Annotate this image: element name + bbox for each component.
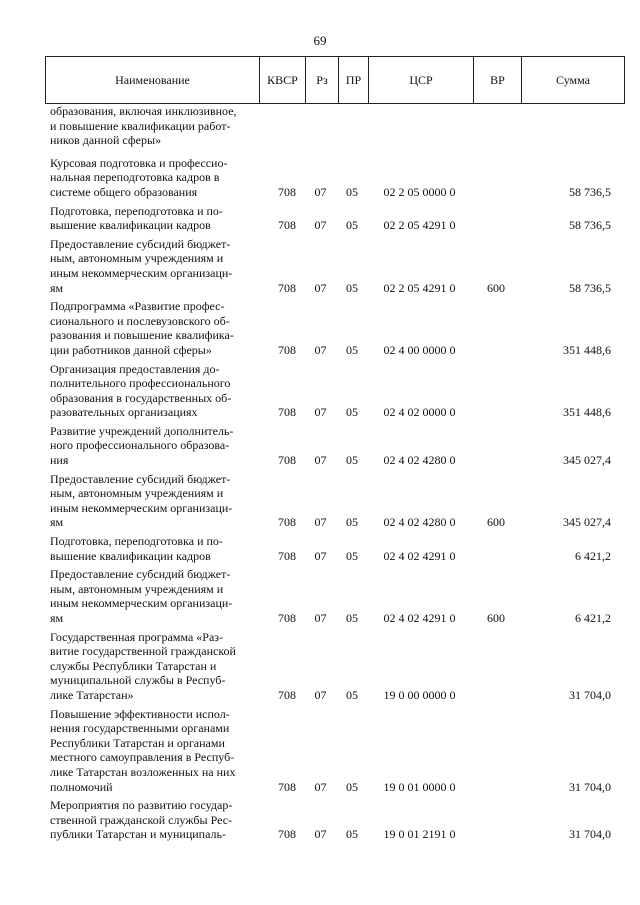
row-kvsr: 708 [278,342,296,357]
row-name-line: полномочий [50,779,113,794]
row-rz: 07 [314,827,327,842]
row-rz: 07 [314,453,327,468]
row-kvsr: 708 [278,218,296,233]
row-name-line: ного профессионального образова- [50,438,230,453]
row-kvsr: 708 [278,687,296,702]
row-kvsr: 708 [278,184,296,199]
table-row [45,630,625,703]
row-name-line: Республики Татарстан и органами [50,735,225,750]
row-name-line: вышение квалификации кадров [50,548,211,563]
row-name-line: ным, автономным учреждениям и [50,486,224,501]
row-rz: 07 [314,687,327,702]
row-name-line: разования и повышение квалифика- [50,328,234,343]
row-csr: 02 4 00 0000 0 [383,342,456,357]
row-name-line: иным некоммерческим организаци- [50,265,233,280]
row-kvsr: 708 [278,405,296,420]
header-rz: Рз [306,57,339,103]
row-name-line: вышение квалификации кадров [50,218,211,233]
row-csr: 19 0 01 2191 0 [383,827,456,842]
row-name-line: публики Татарстан и муниципаль- [50,827,226,842]
row-name-line: ям [50,515,64,530]
row-csr: 19 0 00 0000 0 [383,687,456,702]
row-sum: 31 704,0 [569,779,611,794]
table-row [45,534,625,563]
row-pr: 05 [346,280,358,295]
row-rz: 07 [314,342,327,357]
row-csr: 02 4 02 4280 0 [383,515,456,530]
row-csr: 02 4 02 0000 0 [383,405,456,420]
row-pr: 05 [346,827,358,842]
row-pr: 05 [346,611,358,625]
row-name-line: Подготовка, переподготовка и по- [50,534,223,549]
row-csr: 02 4 02 4280 0 [383,453,456,468]
row-name [45,104,258,148]
row-name [45,534,258,563]
table-body [45,104,625,846]
row-name [45,707,258,795]
row-name-line: образования, включая инклюзивное, [50,104,237,118]
row-pr: 05 [346,405,358,420]
row-kvsr: 708 [278,779,296,794]
row-name-line: Курсовая подготовка и профессио- [50,155,228,170]
row-name-line: службы Республики Татарстан и [50,658,217,673]
row-vr: 600 [487,515,505,530]
row-pr: 05 [346,515,358,530]
row-name [45,237,258,295]
row-kvsr: 708 [278,515,296,530]
row-name [45,424,258,468]
row-sum: 31 704,0 [569,827,611,842]
row-name [45,299,258,357]
row-name-line: Государственная программа «Раз- [50,629,224,644]
row-name-line: Предоставление субсидий бюджет- [50,236,231,251]
row-rz: 07 [314,405,327,420]
row-name-line: Развитие учреждений дополнитель- [50,423,234,438]
row-csr: 19 0 01 0000 0 [383,779,456,794]
row-name [45,630,258,703]
table-header [45,56,625,104]
row-name-line: нальная переподготовка кадров в [50,170,220,185]
table-row [45,424,625,468]
row-name-line: ям [50,280,64,295]
row-rz: 07 [314,218,327,233]
row-name-line: Предоставление субсидий бюджет- [50,567,231,582]
row-name-line: разовательных организациях [50,405,198,420]
table-row [45,204,625,233]
row-sum: 31 704,0 [569,687,611,702]
row-name-line: ции работников данной сферы» [50,342,212,357]
row-name [45,362,258,420]
page-number: 69 [313,33,327,48]
row-vr: 600 [487,611,505,625]
row-pr: 05 [346,453,358,468]
header-name: Наименование [46,57,260,103]
row-name [45,204,258,233]
row-csr: 02 2 05 4291 0 [383,218,456,233]
row-pr: 05 [346,218,358,233]
row-kvsr: 708 [278,548,296,563]
row-rz: 07 [314,548,327,563]
row-sum: 58 736,5 [569,280,611,295]
row-csr: 02 4 02 4291 0 [383,548,456,563]
row-name-line: Предоставление субсидий бюджет- [50,471,231,486]
row-sum: 351 448,6 [563,405,611,420]
row-name-line: лике Татарстан» [50,687,134,702]
row-name-line: ния [50,453,69,468]
row-sum: 6 421,2 [575,611,611,625]
row-name-line: нения государственными органами [50,721,230,736]
row-name-line: образования в государственных об- [50,390,232,405]
row-vr: 600 [487,280,505,295]
table-row [45,362,625,420]
row-sum: 58 736,5 [569,184,611,199]
table-row [45,299,625,357]
row-name [45,567,258,625]
row-pr: 05 [346,779,358,794]
row-rz: 07 [314,515,327,530]
row-pr: 05 [346,184,358,199]
row-kvsr: 708 [278,611,296,625]
row-pr: 05 [346,342,358,357]
row-name-line: и повышение квалификации работ- [50,118,231,133]
row-name-line: лике Татарстан возложенных на них [50,764,236,779]
row-name-line: Мероприятия по развитию государ- [50,798,233,813]
row-name-line: местного самоуправления в Респуб- [50,750,235,765]
row-name-line: Подпрограмма «Развитие профес- [50,299,225,314]
row-name-line: витие государственной гражданской [50,644,236,659]
row-csr: 02 2 05 0000 0 [383,184,456,199]
table-row [45,237,625,295]
row-name-line: ям [50,611,64,625]
table-row [45,707,625,795]
row-kvsr: 708 [278,453,296,468]
row-name [45,472,258,530]
row-name-line: ным, автономным учреждениям и [50,251,224,266]
row-name-line: ственной гражданской службы Рес- [50,812,233,827]
row-sum: 345 027,4 [563,453,611,468]
row-name-line: иным некоммерческим организаци- [50,500,233,515]
row-sum: 351 448,6 [563,342,611,357]
header-sum: Сумма [556,72,590,87]
table-row [45,156,625,200]
row-kvsr: 708 [278,280,296,295]
row-name-line: сионального и послевузовского об- [50,313,230,328]
row-rz: 07 [314,611,327,625]
row-rz: 07 [314,280,327,295]
row-name-line: Повышение эффективности испол- [50,706,230,721]
row-name-line: системе общего образования [50,184,198,199]
header-kvsr: КВСР [260,57,306,103]
row-pr: 05 [346,687,358,702]
header-pr: ПР [339,57,369,103]
row-name-line: ным, автономным учреждениям и [50,581,224,596]
row-rz: 07 [314,184,327,199]
table-row [45,104,625,148]
header-csr: ЦСР [369,57,474,103]
header-vr: ВР [474,57,522,103]
table-row [45,567,625,625]
row-csr: 02 4 02 4291 0 [383,611,456,625]
table-row [45,472,625,530]
row-sum: 345 027,4 [563,515,611,530]
row-name-line: ников данной сферы» [50,133,162,148]
row-rz: 07 [314,779,327,794]
row-csr: 02 2 05 4291 0 [383,280,456,295]
row-name-line: полнительного профессионального [50,376,231,391]
row-name [45,798,258,842]
row-pr: 05 [346,548,358,563]
row-name-line: Подготовка, переподготовка и по- [50,203,223,218]
row-sum: 6 421,2 [575,548,611,563]
row-name-line: муниципальной службы в Респуб- [50,673,226,688]
row-name-line: Организация предоставления до- [50,361,220,376]
row-name [45,156,258,200]
row-sum: 58 736,5 [569,218,611,233]
row-name-line: иным некоммерческим организаци- [50,596,233,611]
row-kvsr: 708 [278,827,296,842]
table-row [45,798,625,842]
